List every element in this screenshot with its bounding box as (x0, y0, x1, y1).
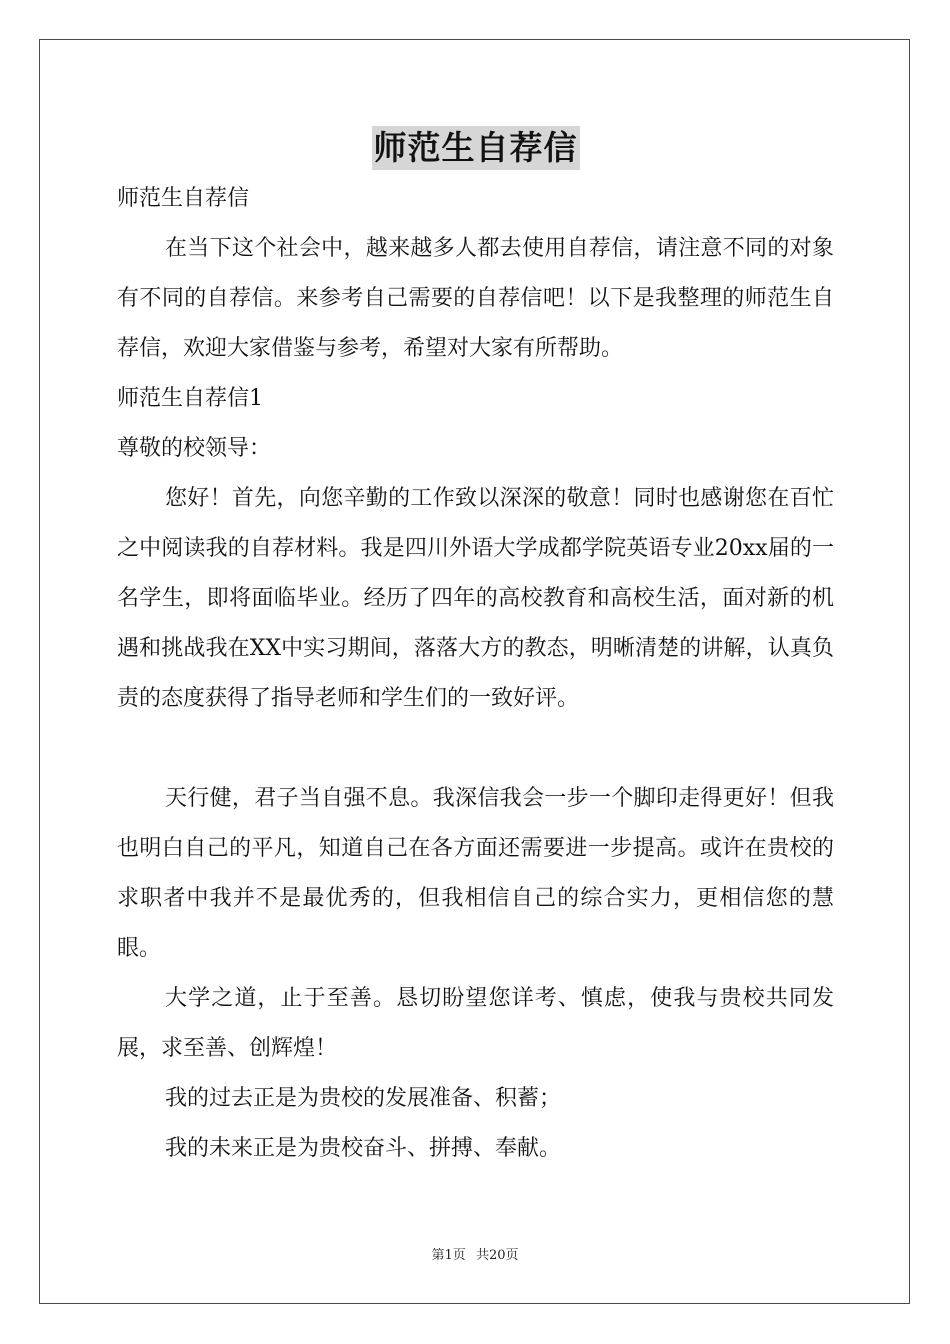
section-heading: 师范生自荐信1 (117, 386, 263, 411)
page-number: 第1页 (431, 1248, 466, 1263)
body-paragraph-1: 您好！首先，向您辛勤的工作致以深深的敬意！同时也感谢您在百忙之中阅读我的自荐材料。我是四川外语大学成都学院英语专业20xx届的一名学生，即将面临毕业。经历了四年的高校教育和高校生活，面对新的机遇和挑战我在XX中实习期间，落落大方的教态，明晰清楚的讲解，认真负责的态度获得了指导老师和学生们的一致好评。 (117, 486, 834, 711)
closing-line-1: 我的过去正是为贵校的发展准备、积蓄； (165, 1086, 562, 1111)
body-paragraph-2: 天行健，君子当自强不息。我深信我会一步一个脚印走得更好！但我也明白自己的平凡，知道自己在各方面还需要进一步提高。或许在贵校的求职者中我并不是最优秀的，但我相信自己的综合实力，更相信您的慧眼。 (117, 786, 834, 961)
page-total: 共20页 (475, 1248, 519, 1263)
body-paragraph-3: 大学之道，止于至善。恳切盼望您详考、慎虑，使我与贵校共同发展，求至善、创辉煌！ (117, 986, 834, 1061)
title-wrap (117, 126, 834, 170)
document-title: 师范生自荐信 (372, 126, 580, 170)
salutation: 尊敬的校领导： (117, 436, 272, 461)
page-footer (0, 1244, 950, 1263)
closing-line-2: 我的未来正是为贵校奋斗、拼搏、奉献。 (165, 1136, 562, 1161)
doc-heading-line: 师范生自荐信 (117, 186, 250, 211)
intro-paragraph: 在当下这个社会中，越来越多人都去使用自荐信，请注意不同的对象有不同的自荐信。来参考自己需要的自荐信吧！以下是我整理的师范生自荐信，欢迎大家借鉴与参考，希望对大家有所帮助。 (117, 236, 834, 361)
